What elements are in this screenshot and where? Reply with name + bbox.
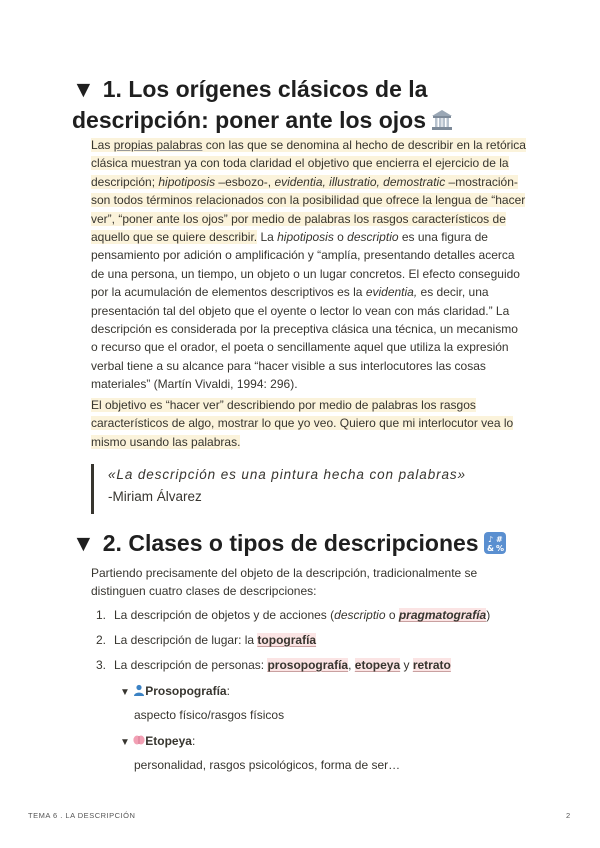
symbols-input-icon [483,531,507,555]
classical-building-icon [430,108,454,132]
list-item: 2. La descripción de lugar: la topografía [96,633,317,647]
highlighted-text: Las propias palabras con las que se denomina al hecho de describir en la retórica clásica muestran ya con toda claridad el objetivo que encierra el ejercicio de la descripción; hipotiposis –esbozo-, evidentia, illustratio, demostratic –mostración- son todos términos relacionados con la posibilidad que ofrece la lengua de “hacer ver”, “poner ante los ojos” por medio de palabras los rasgos característicos de aquello que se quiere describir. [91,138,526,245]
highlighted-text: El objetivo es “hacer ver” describiendo por medio de palabras los rasgos característicos de algo, mostrar lo que yo veo. Quiero que mi interlocutor vea lo mismo usando las palabras. [91,398,514,449]
quote-author: -Miriam Álvarez [108,489,202,504]
svg-text:♪: ♪ [487,535,493,544]
etopeya-description: personalidad, rasgos psicológicos, forma de ser… [134,758,401,772]
footer-title: TEMA 6 . LA DESCRIPCIÓN [28,811,136,820]
paragraph-origins: Las propias palabras con las que se denomina al hecho de describir en la retórica clásica muestran ya con toda claridad el objetivo que encierra el ejercicio de la descripción; hipotiposis –esbozo-, evidentia, illustratio, demostratic –mostración- son todos términos relacionados con la posibilidad que ofrece la lengua de “hacer ver”, “poner ante los ojos” por medio de palabras los rasgos característicos de aquello que se quiere describir. La hipotiposis o descriptio es una figura de pensamiento por adición o amplificación y “amplía, presentando detalles acerca de una persona, un tiempo, un objeto o un lugar concretos. El efecto conseguido por la acumulación de elementos descriptivos es la evidentia, es decir, una presentación tal del objeto que el oyente o lector lo vean con más claridad.” La descripción es considerada por la preceptiva clásica una técnica, un mecanismo o recurso que el orador, el poeta o sencillamente aquel que utiliza la expresión verbal tiene a su alcance para “hacer visible a sus interlocutores las cosas materiales” (Martín Vivaldi, 1994: 296). [91,138,526,392]
list-item: 3. La descripción de personas: prosopografía, etopeya y retrato [96,658,451,672]
collapse-triangle-icon[interactable]: ▼ [120,687,130,698]
svg-text:%: % [495,544,504,553]
page-number: 2 [566,811,571,820]
link-pragmatografia[interactable]: pragmatografía [398,608,487,622]
svg-text:&: & [486,544,494,553]
prosopografia-description: aspecto físico/rasgos físicos [134,708,285,722]
inline-link[interactable]: propias palabras [113,138,203,152]
link-topografia[interactable]: topografía [257,633,317,647]
collapse-triangle-icon[interactable]: ▼ [72,76,95,102]
section-1-heading-line1: 1. Los orígenes clásicos de la [102,76,428,102]
section-2-heading-text: 2. Clases o tipos de descripciones [102,530,479,556]
section-1-heading-line2: descripción: poner ante los ojos [72,107,427,133]
person-silhouette-icon [133,684,145,696]
list-item: 1. La descripción de objetos y de acciones (descriptio o pragmatografía) [96,608,491,622]
section-1-heading[interactable] [72,74,542,136]
quote-text: «La descripción es una pintura hecha con palabras» [108,467,466,482]
collapse-triangle-icon[interactable]: ▼ [120,737,130,748]
classes-intro: Partiendo precisamente del objeto de la descripción, tradicionalmente se distinguen cuatro clases de descripciones: [91,566,478,599]
paragraph-objective [91,396,527,451]
link-prosopografia[interactable]: prosopografía [267,658,349,672]
svg-text:#: # [495,535,503,544]
brain-icon [133,734,145,746]
toggle-etopeya[interactable]: ▼ Etopeya: [120,734,196,748]
section-2-heading[interactable] [72,528,542,559]
toggle-prosopografia[interactable]: ▼ Prosopografía: [120,684,230,698]
link-retrato[interactable]: retrato [412,658,451,672]
blockquote [91,464,538,514]
link-etopeya[interactable]: etopeya [354,658,401,672]
collapse-triangle-icon[interactable]: ▼ [72,530,95,556]
